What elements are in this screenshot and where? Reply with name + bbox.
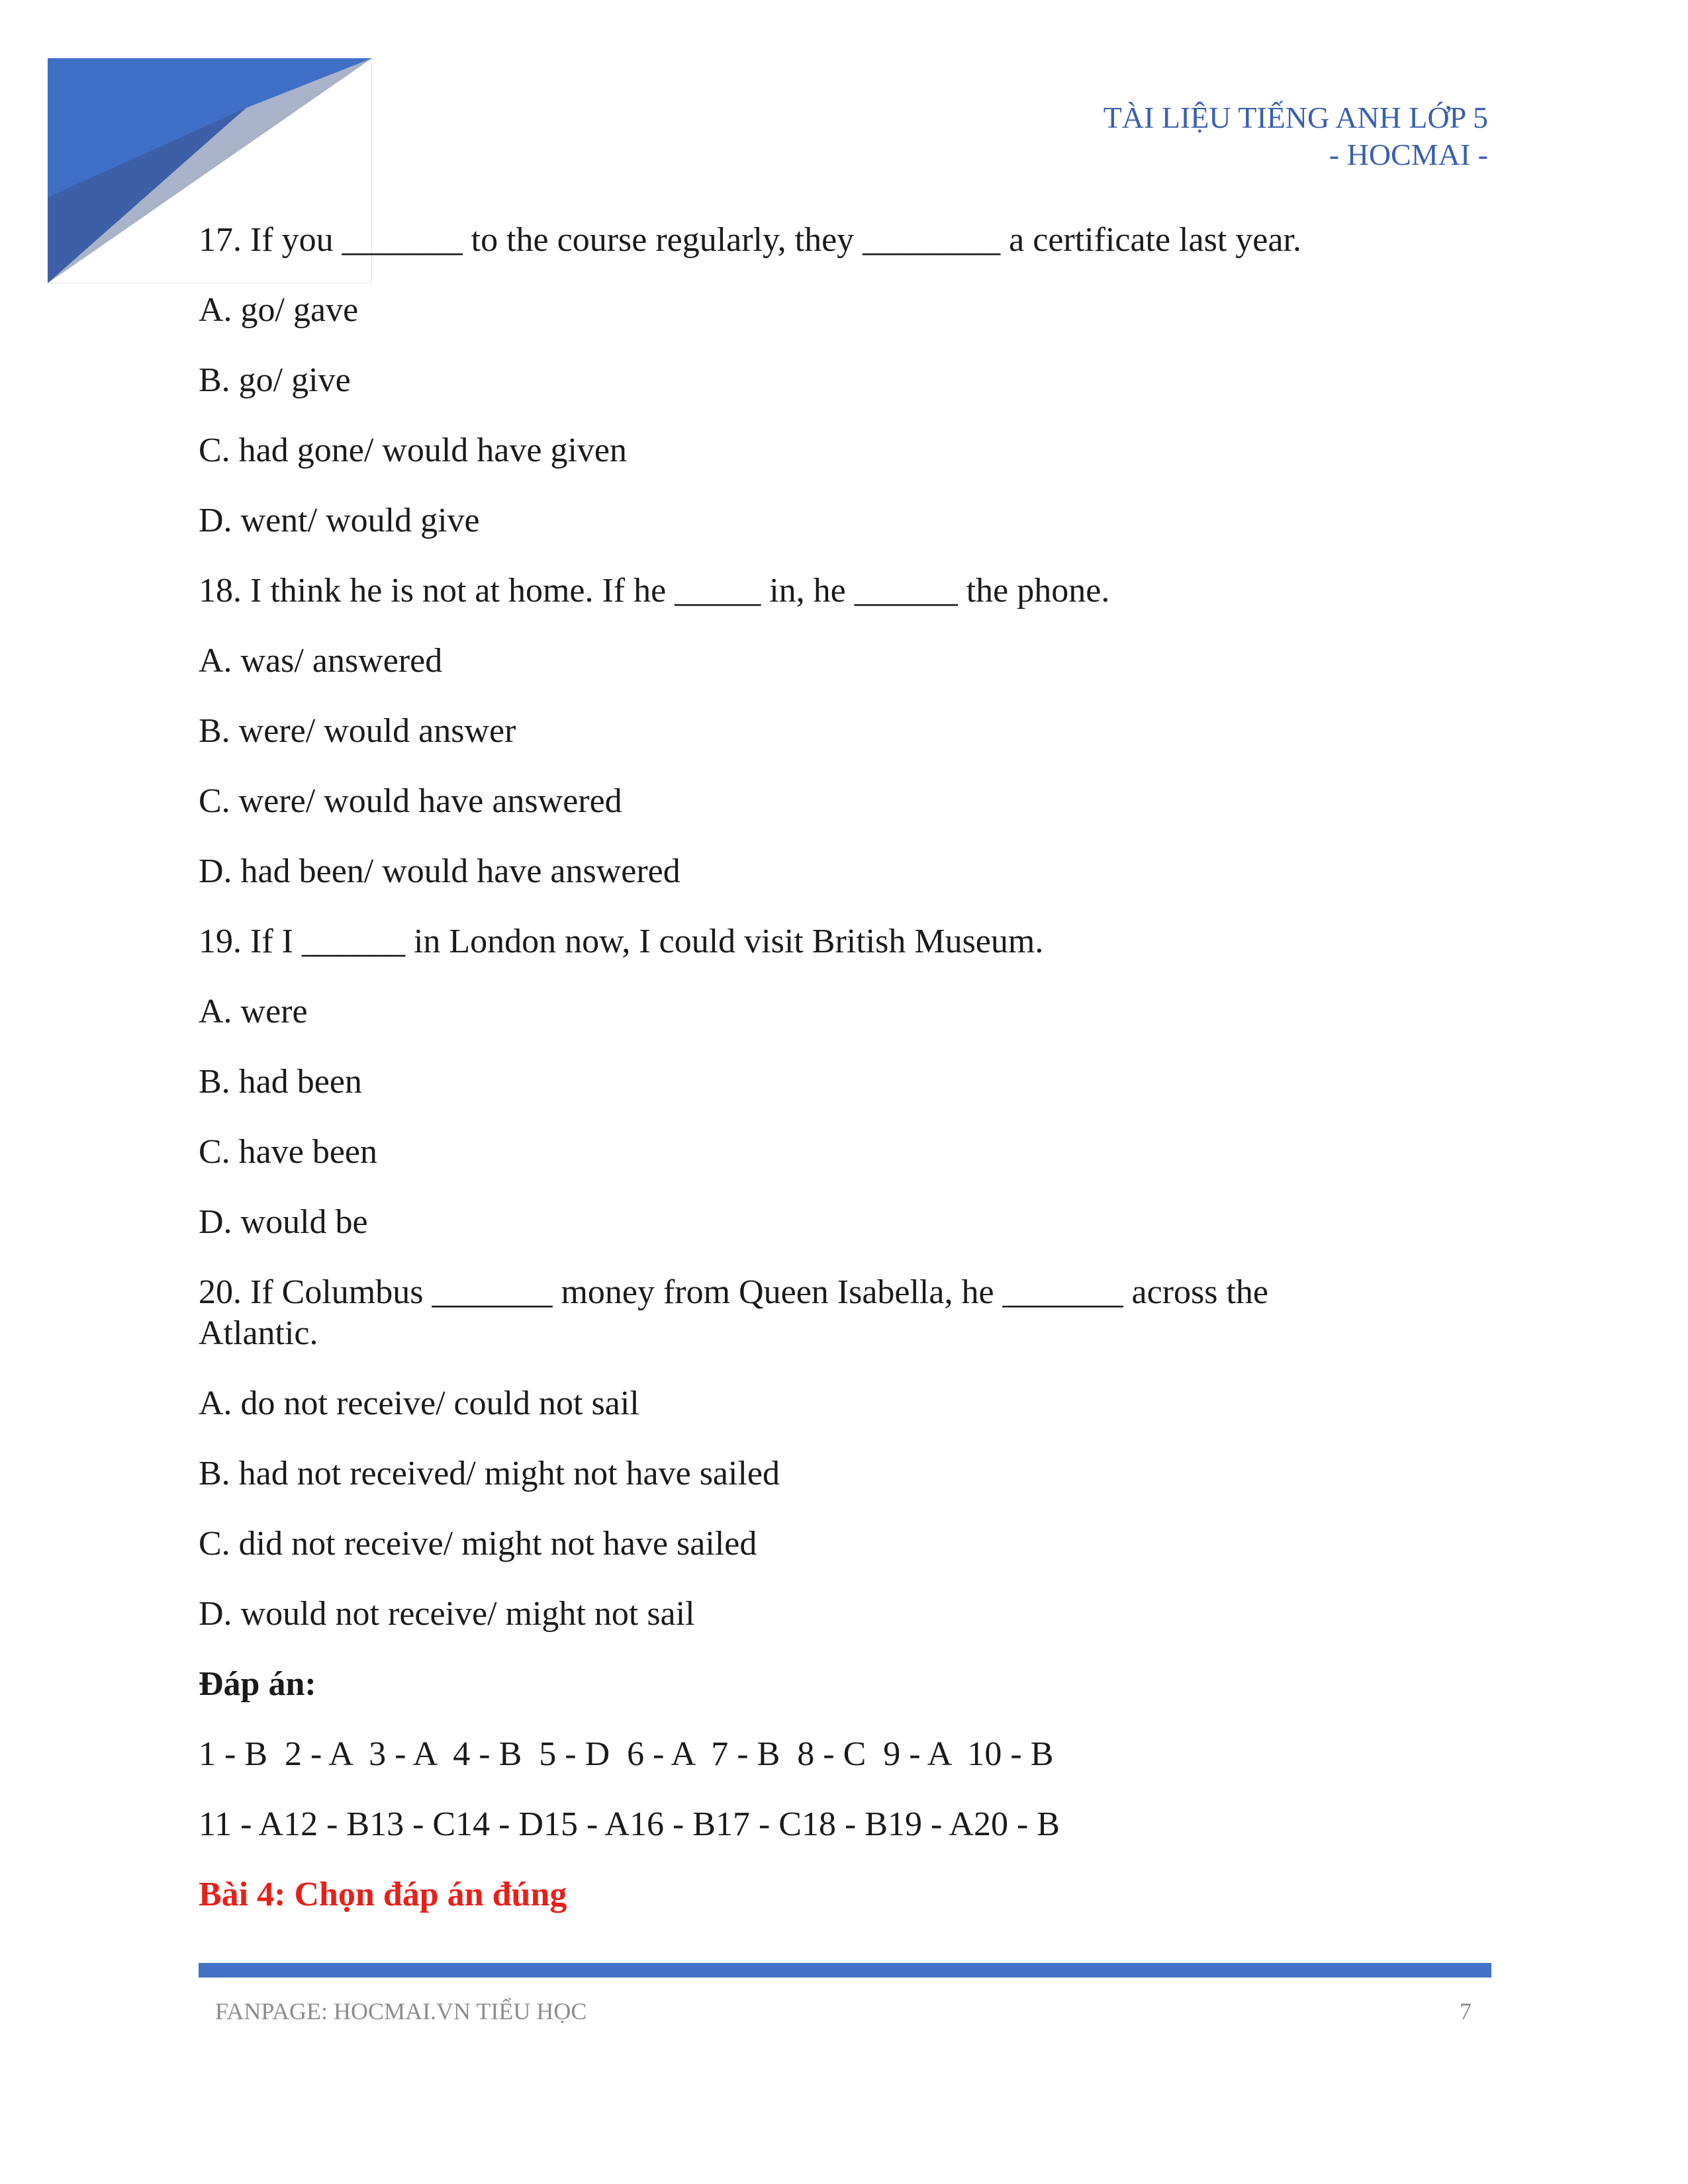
answer-key-row: 11 - A12 - B13 - C14 - D15 - A16 - B17 - C18 - B19 - A20 - B xyxy=(199,1805,1060,1843)
document-header xyxy=(1103,99,1488,173)
document-body xyxy=(199,220,1489,1944)
page-number: 7 xyxy=(1460,1998,1472,2025)
option: B. had been xyxy=(199,1063,362,1101)
option: B. were/ would answer xyxy=(199,712,516,750)
option: D. went/ would give xyxy=(199,502,480,539)
option: C. had gone/ would have given xyxy=(199,432,627,469)
question-prompt: 18. I think he is not at home. If he _____ in, he ______ the phone. xyxy=(199,572,1110,610)
question-prompt: 17. If you _______ to the course regularly, they ________ a certificate last year. xyxy=(199,221,1301,259)
footer-fanpage: FANPAGE: HOCMAI.VN TIỂU HỌC xyxy=(215,1998,587,2025)
header-title: TÀI LIỆU TIẾNG ANH LỚP 5 xyxy=(1103,101,1488,134)
option: C. have been xyxy=(199,1133,378,1171)
answer-key-row: 1 - B 2 - A 3 - A 4 - B 5 - D 6 - A 7 - B 8 - C 9 - A 10 - B xyxy=(199,1735,1054,1773)
question-prompt: 19. If I ______ in London now, I could visit British Museum. xyxy=(199,923,1044,960)
option: A. were xyxy=(199,993,308,1030)
option: A. go/ gave xyxy=(199,291,359,329)
option: A. was/ answered xyxy=(199,642,443,680)
option: D. would not receive/ might not sail xyxy=(199,1595,695,1633)
option: B. go/ give xyxy=(199,361,351,399)
footer-divider xyxy=(199,1963,1491,1978)
option: A. do not receive/ could not sail xyxy=(199,1385,639,1422)
option: C. did not receive/ might not have sailed xyxy=(199,1525,757,1563)
option: D. had been/ would have answered xyxy=(199,852,680,890)
option: C. were/ would have answered xyxy=(199,782,622,820)
question-prompt: 20. If Columbus _______ money from Queen Isabella, he _______ across the Atlantic. xyxy=(199,1273,1276,1352)
answer-key-title: Đáp án: xyxy=(199,1665,316,1703)
header-subtitle: - HOCMAI - xyxy=(1329,138,1488,171)
option: D. would be xyxy=(199,1203,368,1241)
section-heading: Bài 4: Chọn đáp án đúng xyxy=(199,1876,567,1913)
option: B. had not received/ might not have sailed xyxy=(199,1455,780,1492)
